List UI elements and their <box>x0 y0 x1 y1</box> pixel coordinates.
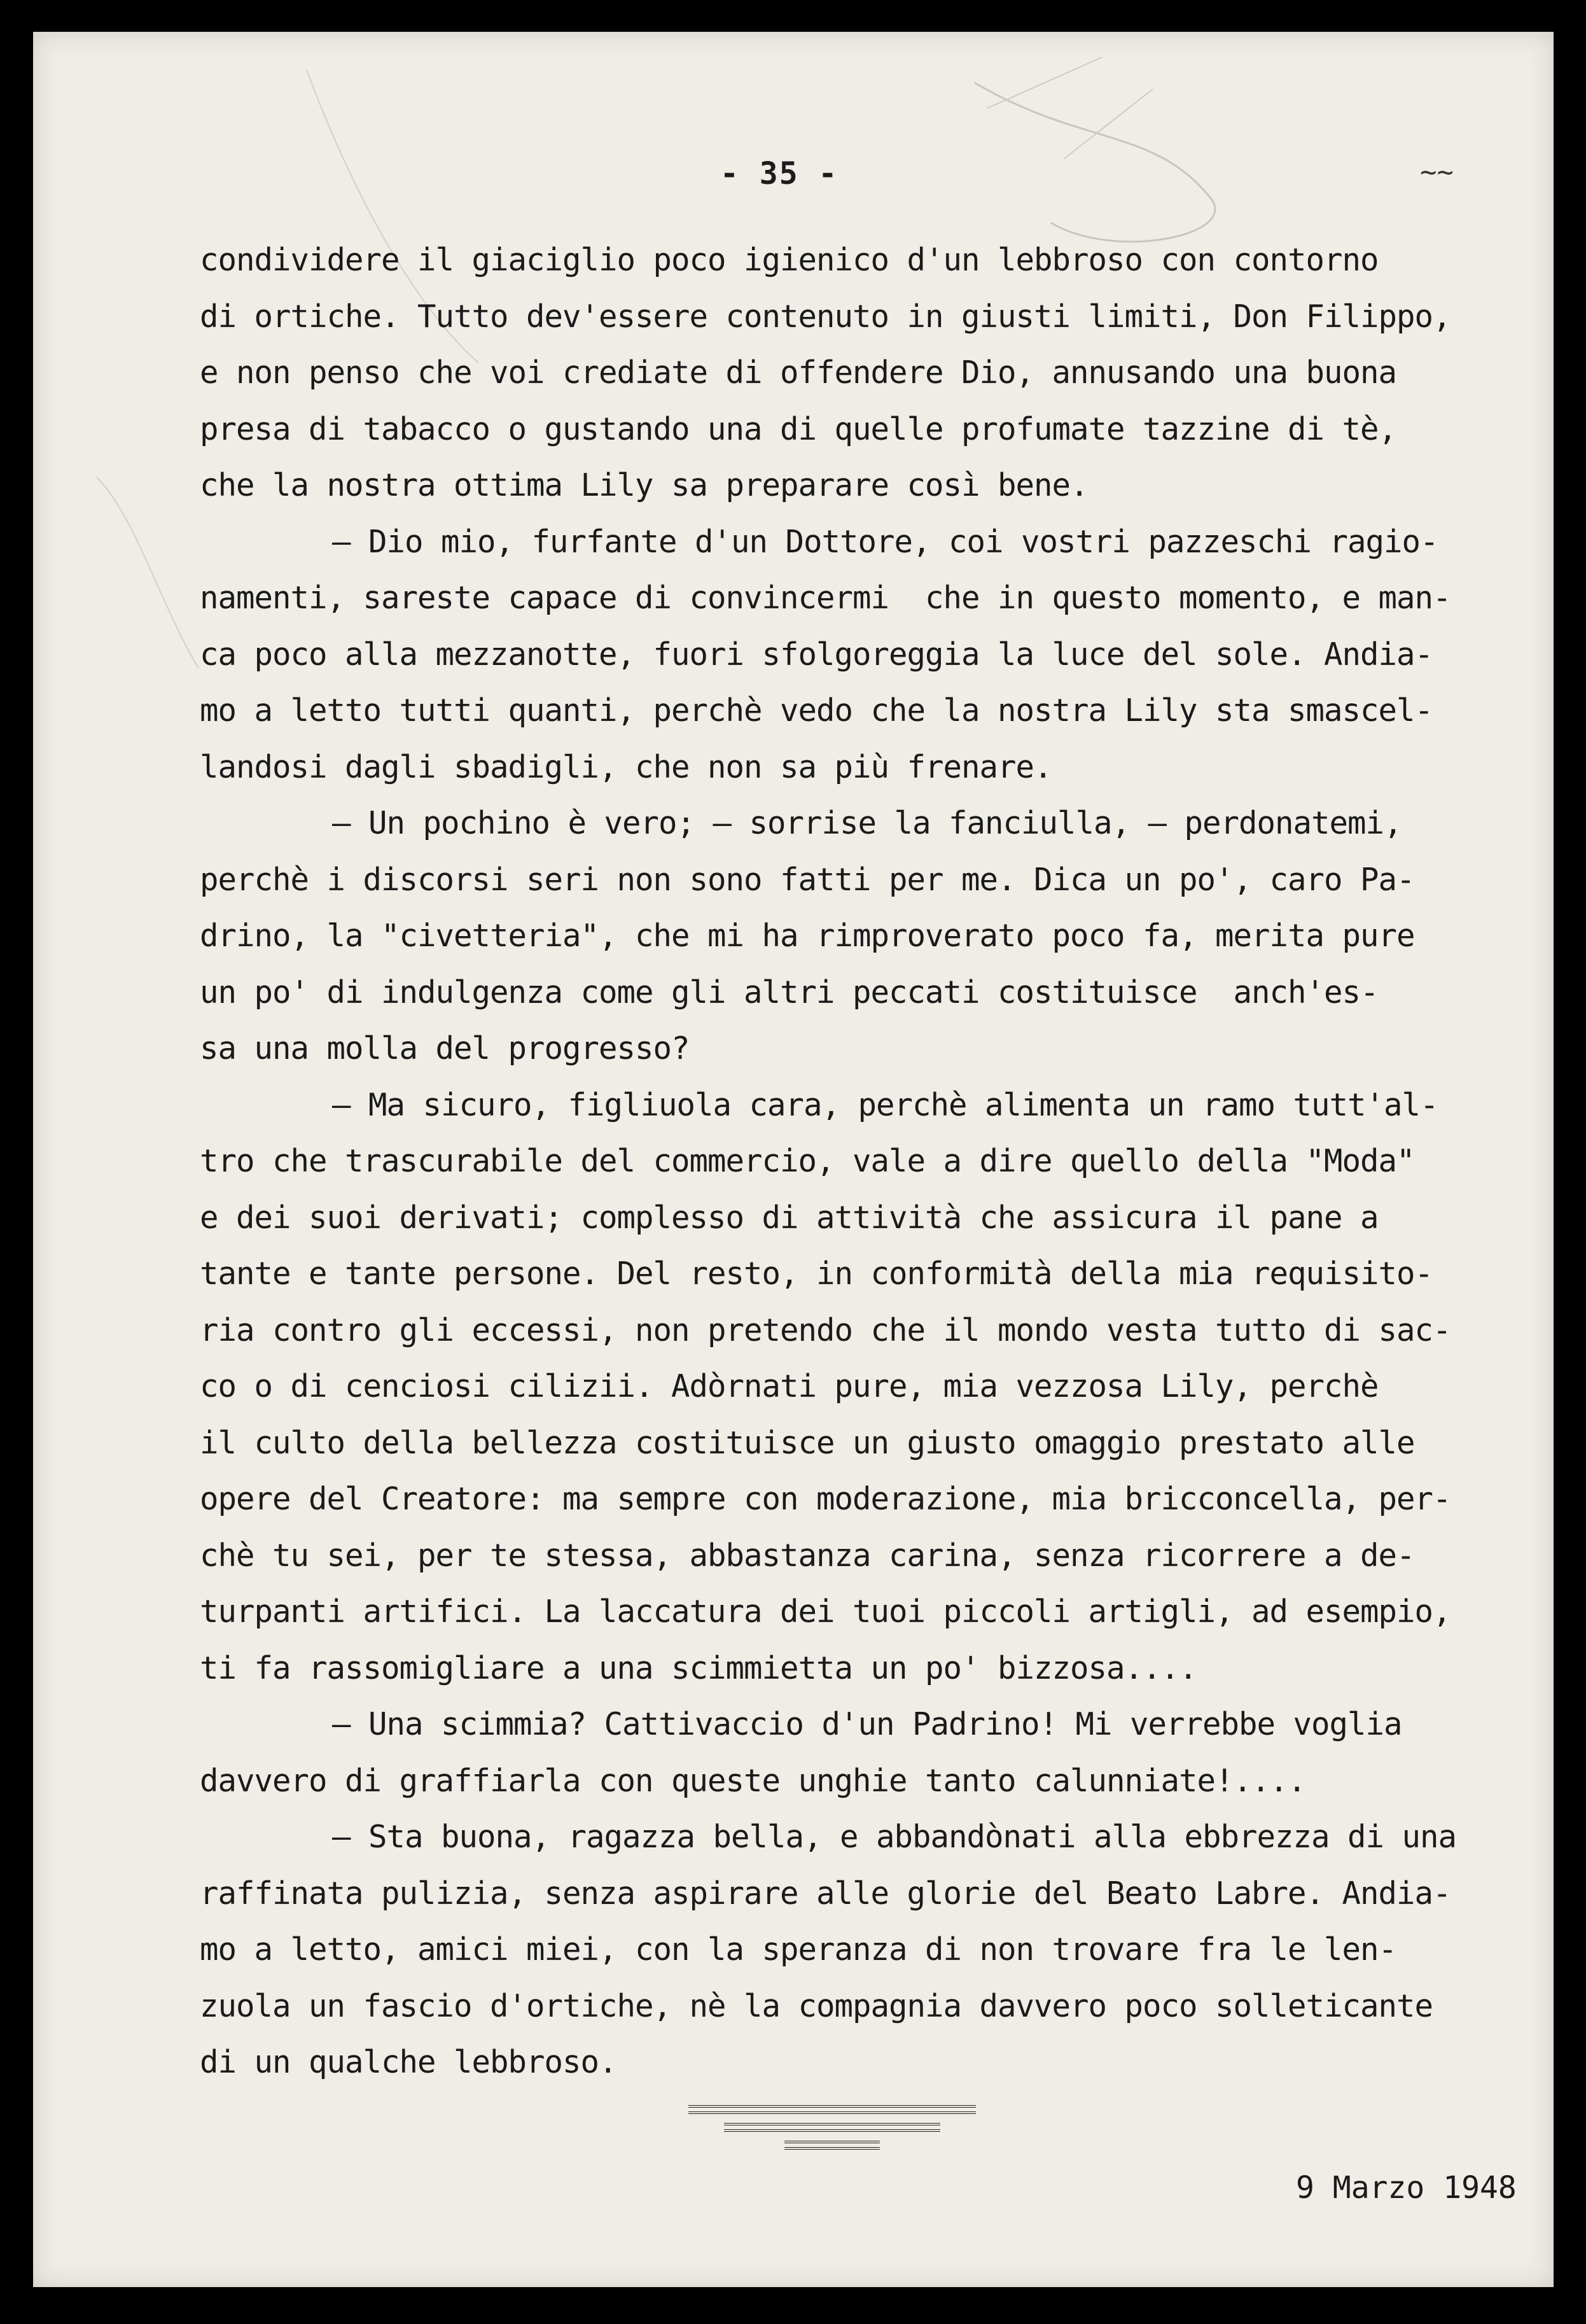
text-line: — Una scimmia? Cattivaccio d'un Padrino! Mi verrebbe voglia <box>332 1706 1402 1742</box>
text-line: ti fa rassomigliare a una scimmietta un po' bizzosa.... <box>200 1649 1197 1686</box>
text-line: perchè i discorsi seri non sono fatti per me. Dica un po', caro Pa- <box>200 861 1415 898</box>
paragraph <box>200 232 1586 514</box>
page-number: - 35 - <box>720 156 838 192</box>
text-line: condividere il giaciglio poco igienico d'un lebbroso con contorno <box>200 242 1379 278</box>
document-date: 9 Marzo 1948 <box>1296 2170 1517 2206</box>
text-line: turpanti artifici. La laccatura dei tuoi piccoli artigli, ad esempio, <box>200 1593 1451 1630</box>
text-line: landosi dagli sbadigli, che non sa più frenare. <box>200 748 1052 785</box>
text-line: — Dio mio, furfante d'un Dottore, coi vostri pazzeschi ragio- <box>332 523 1438 560</box>
divider-rule <box>724 2123 940 2132</box>
text-line: mo a letto tutti quanti, perchè vedo che la nostra Lily sta smascel- <box>200 692 1433 729</box>
text-line: drino, la "civetteria", che mi ha rimproverato poco fa, merita pure <box>200 918 1415 954</box>
paragraph <box>200 514 1586 796</box>
text-line: di un qualche lebbroso. <box>200 2044 617 2080</box>
text-line: il culto della bellezza costituisce un giusto omaggio prestato alle <box>200 1424 1415 1461</box>
text-line: sa una molla del progresso? <box>200 1030 690 1067</box>
text-line: tante e tante persone. Del resto, in conformità della mia requisito- <box>200 1256 1433 1292</box>
text-line: e dei suoi derivati; complesso di attività che assicura il pane a <box>200 1199 1379 1236</box>
paragraph <box>200 795 1586 1077</box>
text-line: chè tu sei, per te stessa, abbastanza carina, senza ricorrere a de- <box>200 1537 1415 1574</box>
text-line: di ortiche. Tutto dev'essere contenuto in giusti limiti, Don Filippo, <box>200 298 1451 335</box>
text-line: co o di cenciosi cilizii. Adòrnati pure, mia vezzosa Lily, perchè <box>200 1368 1379 1404</box>
paragraph <box>200 1809 1586 2091</box>
paragraph <box>200 1697 1586 1809</box>
text-line: ria contro gli eccessi, non pretendo che il mondo vesta tutto di sac- <box>200 1312 1451 1348</box>
section-divider <box>688 2105 976 2159</box>
text-line: presa di tabacco o gustando una di quelle profumate tazzine di tè, <box>200 410 1397 447</box>
text-line: tro che trascurabile del commercio, vale a dire quello della "Moda" <box>200 1143 1415 1179</box>
text-line: — Ma sicuro, figliuola cara, perchè alimenta un ramo tutt'al- <box>332 1086 1438 1123</box>
text-line: zuola un fascio d'ortiche, nè la compagnia davvero poco solleticante <box>200 1987 1433 2024</box>
text-line: che la nostra ottima Lily sa preparare così bene. <box>200 467 1089 503</box>
text-line: — Un pochino è vero; — sorrise la fanciulla, — perdonatemi, <box>332 805 1402 841</box>
typewritten-page <box>33 32 1554 2287</box>
corner-mark: ~~ <box>1420 156 1454 188</box>
text-line: mo a letto, amici miei, con la speranza di non trovare fra le len- <box>200 1931 1397 1968</box>
text-line: davvero di graffiarla con queste unghie tanto calunniate!.... <box>200 1762 1306 1799</box>
text-line: e non penso che voi crediate di offendere Dio, annusando una buona <box>200 354 1397 391</box>
body-text <box>200 232 1586 2091</box>
divider-rule <box>784 2141 880 2150</box>
text-line: raffinata pulizia, senza aspirare alle glorie del Beato Labre. Andia- <box>200 1875 1451 1912</box>
text-line: — Sta buona, ragazza bella, e abbandònati alla ebbrezza di una <box>332 1819 1457 1855</box>
text-line: ca poco alla mezzanotte, fuori sfolgoreggia la luce del sole. Andia- <box>200 636 1433 673</box>
divider-rule <box>688 2105 976 2114</box>
paragraph <box>200 1077 1586 1697</box>
text-line: un po' di indulgenza come gli altri peccati costituisce anch'es- <box>200 974 1379 1011</box>
text-line: opere del Creatore: ma sempre con moderazione, mia bricconcella, per- <box>200 1481 1451 1517</box>
text-line: namenti, sareste capace di convincermi che in questo momento, e man- <box>200 580 1451 616</box>
